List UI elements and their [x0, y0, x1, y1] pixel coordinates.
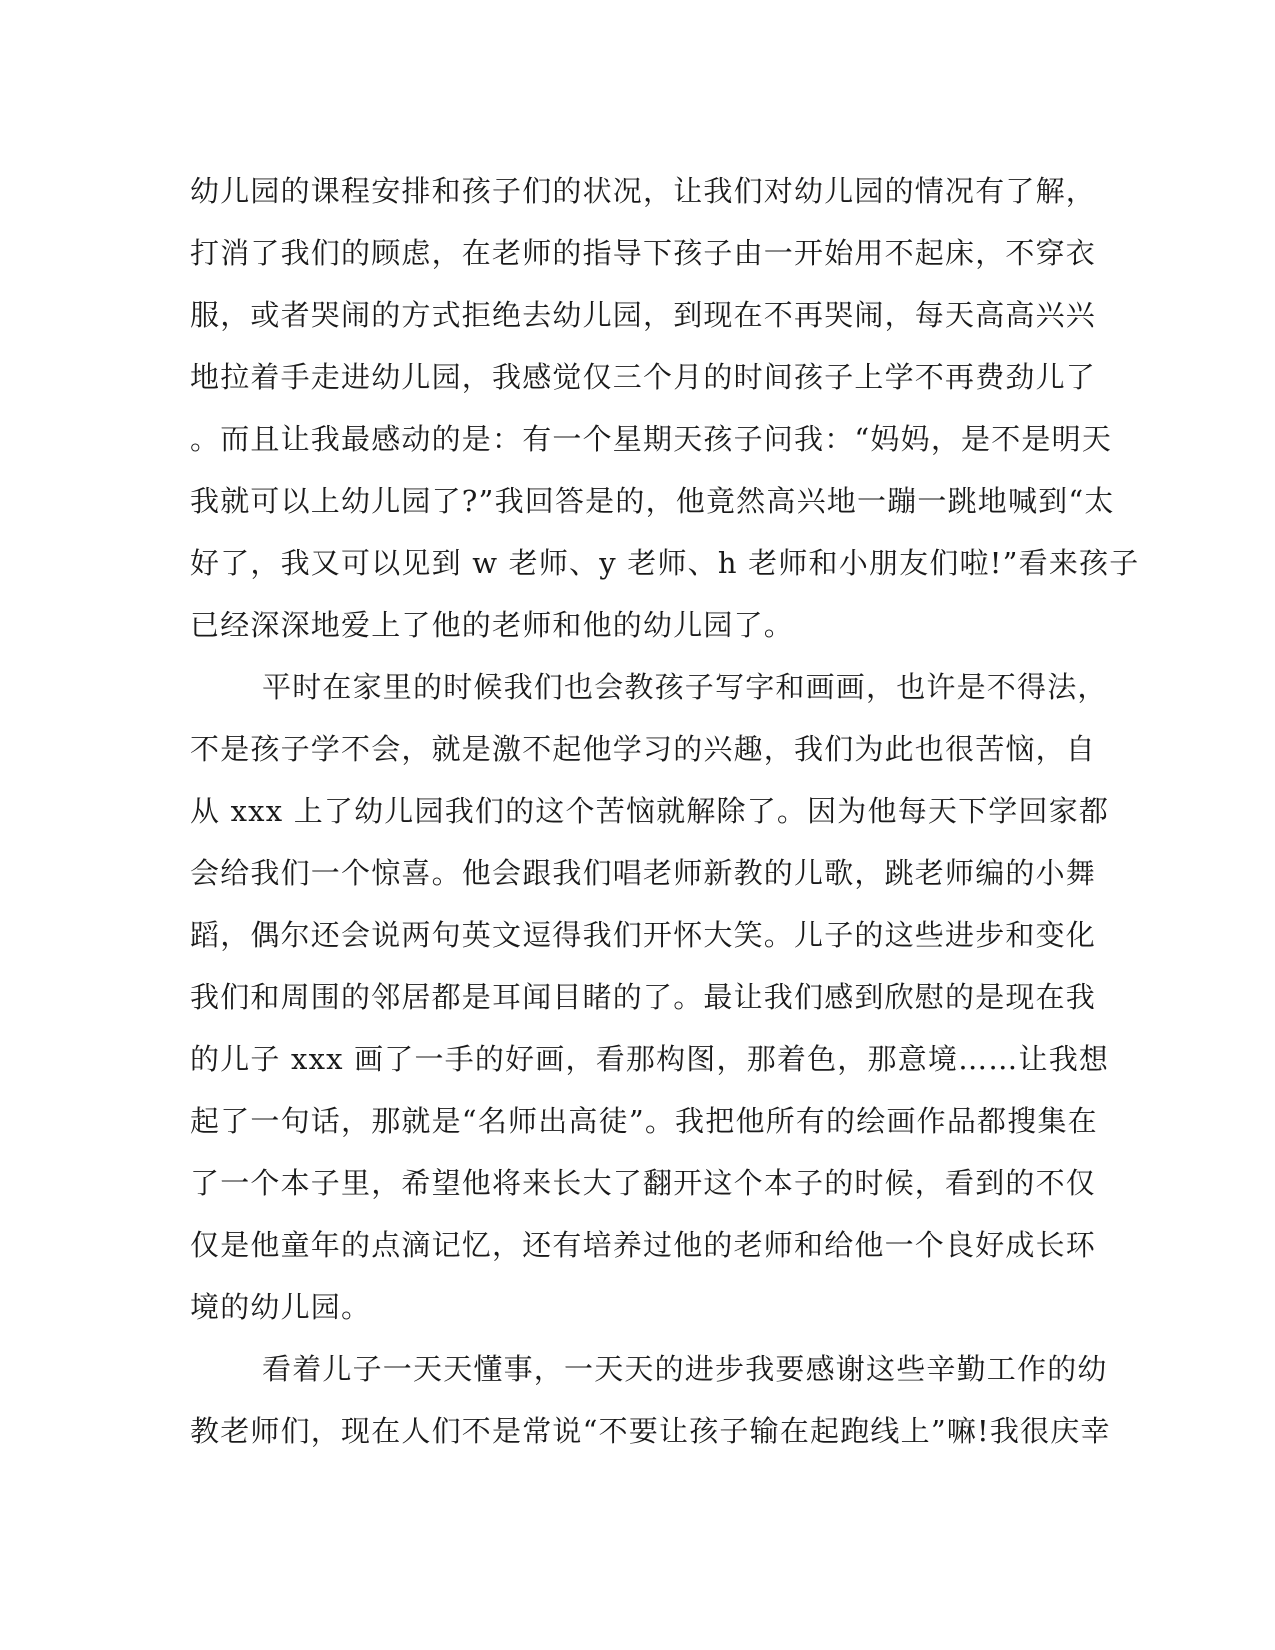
- text-line: 境的幼儿园。: [190, 1290, 372, 1324]
- text-line: 地拉着手走进幼儿园，我感觉仅三个月的时间孩子上学不再费劲儿了: [190, 360, 1097, 394]
- text-line: 服，或者哭闹的方式拒绝去幼儿园，到现在不再哭闹，每天高高兴兴: [190, 298, 1097, 332]
- text-line: 的儿子 xxx 画了一手的好画，看那构图，那着色，那意境……让我想: [190, 1042, 1110, 1076]
- text-line: 我们和周围的邻居都是耳闻目睹的了。最让我们感到欣慰的是现在我: [190, 980, 1097, 1014]
- text-line: 起了一句话，那就是“名师出高徒”。我把他所有的绘画作品都搜集在: [190, 1104, 1098, 1138]
- paragraph-3: [190, 1338, 1111, 1462]
- body-text: [190, 160, 1140, 1462]
- text-line: 了一个本子里，希望他将来长大了翻开这个本子的时候，看到的不仅: [190, 1166, 1097, 1200]
- text-line: 蹈，偶尔还会说两句英文逗得我们开怀大笑。儿子的这些进步和变化: [190, 918, 1097, 952]
- text-line: 好了，我又可以见到 w 老师、y 老师、h 老师和小朋友们啦!”看来孩子: [190, 546, 1140, 580]
- text-line: 幼儿园的课程安排和孩子们的状况，让我们对幼儿园的情况有了解，: [190, 174, 1097, 208]
- paragraph-1: [190, 160, 1140, 656]
- text-line: 打消了我们的顾虑，在老师的指导下孩子由一开始用不起床，不穿衣: [190, 236, 1097, 270]
- text-line: 仅是他童年的点滴记忆，还有培养过他的老师和给他一个良好成长环: [190, 1228, 1097, 1262]
- text-line: 不是孩子学不会，就是激不起他学习的兴趣，我们为此也很苦恼，自: [190, 732, 1097, 766]
- text-line: 教老师们，现在人们不是常说“不要让孩子输在起跑线上”嘛!我很庆幸: [190, 1414, 1111, 1448]
- text-line: 看着儿子一天天懂事，一天天的进步我要感谢这些辛勤工作的幼: [262, 1352, 1108, 1386]
- text-line: 我就可以上幼儿园了?”我回答是的，他竟然高兴地一蹦一跳地喊到“太: [190, 484, 1115, 518]
- text-line: 平时在家里的时候我们也会教孩子写字和画画，也许是不得法，: [262, 670, 1108, 704]
- paragraph-2: [190, 656, 1110, 1338]
- text-line: 已经深深地爱上了他的老师和他的幼儿园了。: [190, 608, 795, 642]
- text-line: 从 xxx 上了幼儿园我们的这个苦恼就解除了。因为他每天下学回家都: [190, 794, 1110, 828]
- text-line: 会给我们一个惊喜。他会跟我们唱老师新教的儿歌，跳老师编的小舞: [190, 856, 1097, 890]
- text-line: 。而且让我最感动的是：有一个星期天孩子问我：“妈妈，是不是明天: [190, 422, 1113, 456]
